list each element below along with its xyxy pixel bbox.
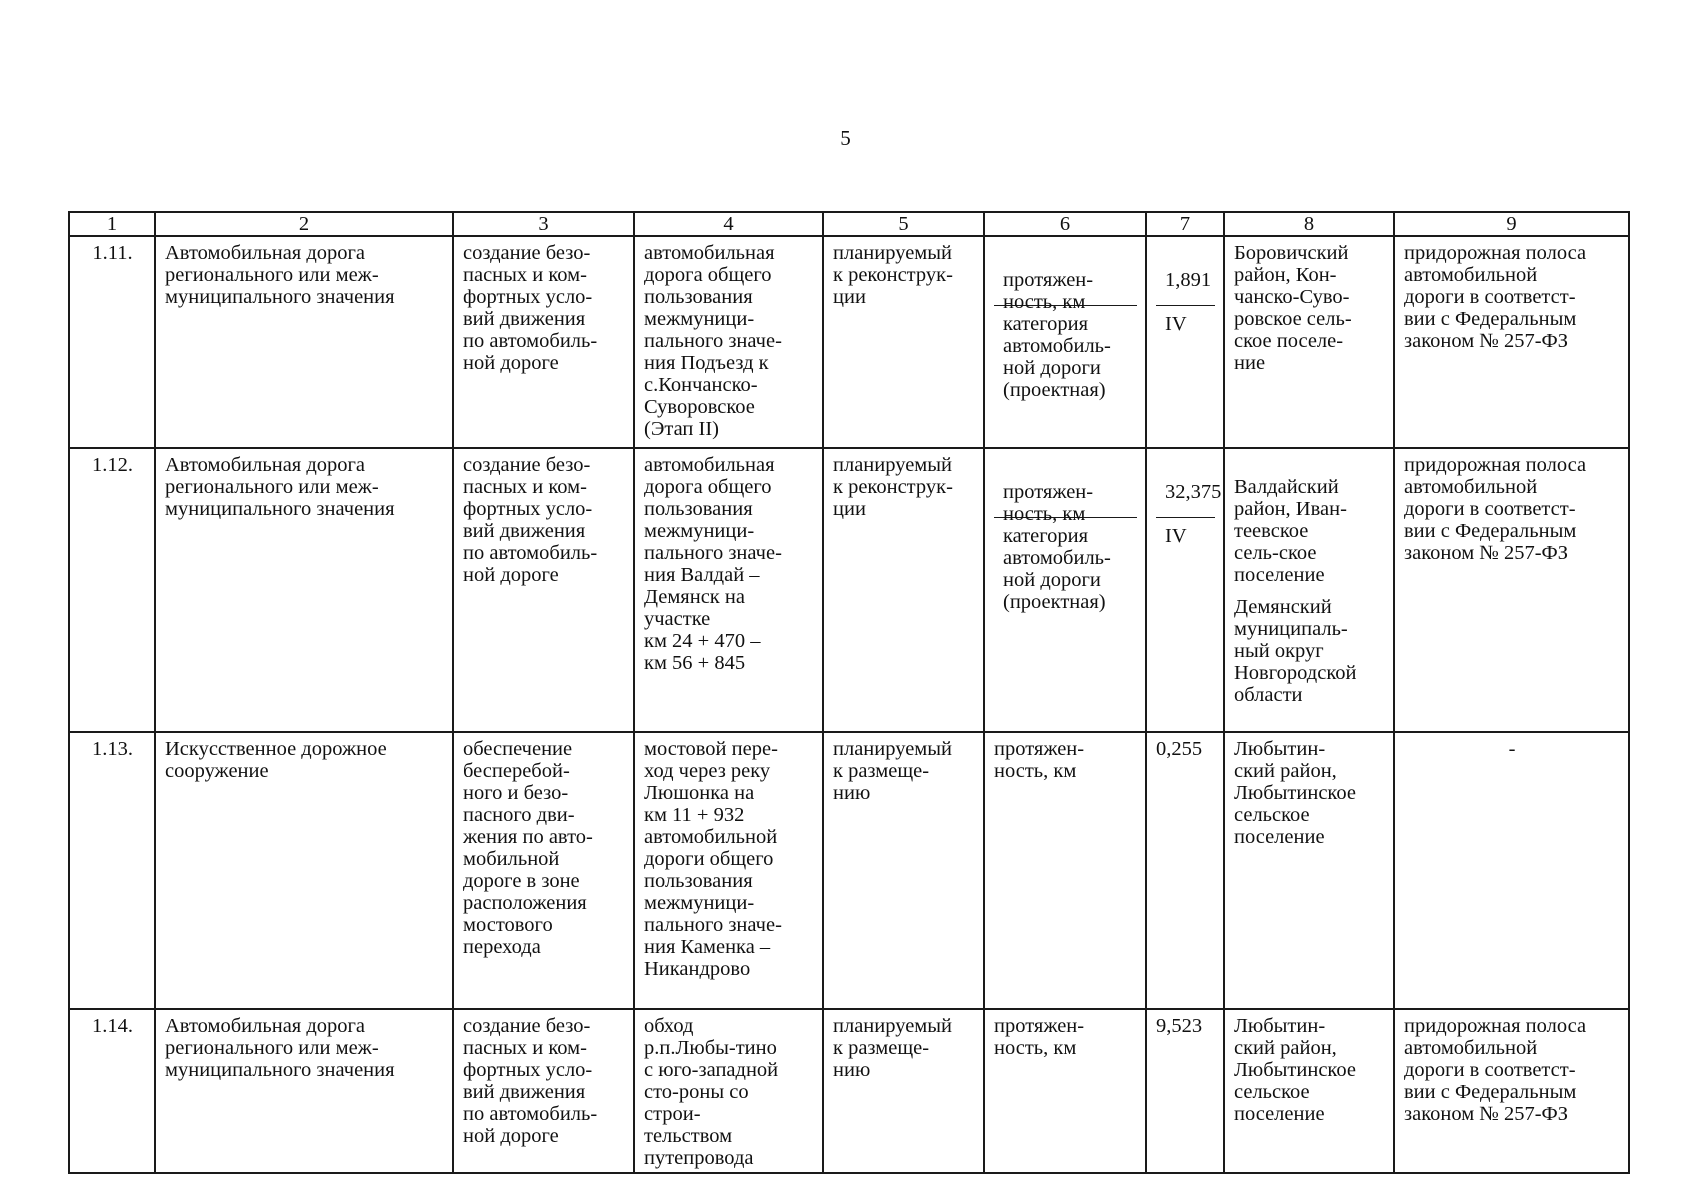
column-number: 8 [1224,212,1394,236]
object-status: планируемый к размеще- нию [823,1009,984,1173]
object-name: автомобильная дорога общего пользования межмуници- пального значе- ния Подъезд к с.Кончанско- Суворовское (Этап II) [634,236,823,448]
values-cell [1146,236,1224,448]
length-value: 1,891 [1156,264,1215,306]
values-cell [1146,448,1224,732]
object-name: мостовой пере- ход через реку Люшонка на км 11 + 932 автомобильной дороги общего пользования межмуници- пального значе- ния Каменка – Никандрово [634,732,823,1009]
column-number: 3 [453,212,634,236]
location-text-secondary: Демянский муниципаль- ный округ Новгородской области [1234,596,1357,706]
location-text: Валдайский район, Иван- теевское сель-ское поселение [1234,476,1347,586]
object-location [1224,236,1394,448]
length-value: 9,523 [1146,1009,1224,1173]
row-number: 1.14. [69,1009,155,1173]
object-zone: - [1394,732,1629,1009]
page-number: 5 [840,126,851,150]
column-number: 6 [984,212,1146,236]
length-value: 32,375 [1156,476,1215,518]
column-number: 5 [823,212,984,236]
object-purpose: создание безо- пасных и ком- фортных усло- вий движения по автомобиль- ной дороге [453,448,634,732]
objects-table [68,211,1630,1174]
object-purpose: обеспечение бесперебой- ного и безо- пасного дви- жения по авто- мобильной дороге в зоне расположения мостового перехода [453,732,634,1009]
column-number-row [69,212,1629,236]
object-name: автомобильная дорога общего пользования межмуници- пального значе- ния Валдай – Демянск на участке км 24 + 470 – км 56 + 845 [634,448,823,732]
category-value: IV [1165,525,1187,547]
object-zone: придорожная полоса автомобильной дороги в соответст- вии с Федеральным законом № 257-ФЗ [1394,448,1629,732]
characteristic-length-label: протяжен- ность, км [994,264,1137,306]
object-purpose: создание безо- пасных и ком- фортных усло- вий движения по автомобиль- ной дороге [453,236,634,448]
object-type: Автомобильная дорога регионального или меж- муниципального значения [155,236,453,448]
object-purpose: создание безо- пасных и ком- фортных усло- вий движения по автомобиль- ной дороге [453,1009,634,1173]
object-status: планируемый к реконструк- ции [823,236,984,448]
row-number: 1.13. [69,732,155,1009]
object-type: Автомобильная дорога регионального или меж- муниципального значения [155,1009,453,1173]
characteristic-length-label: протяжен- ность, км [984,732,1146,1009]
row-number: 1.11. [69,236,155,448]
object-location: Любытин- ский район, Любытинское сельское поселение [1224,732,1394,1009]
location-text: Боровичский район, Кон- чанско-Суво- ровское сель- ское поселе- ние [1234,242,1352,374]
table-row [69,448,1629,732]
object-zone: придорожная полоса автомобильной дороги в соответст- вии с Федеральным законом № 257-ФЗ [1394,236,1629,448]
object-status: планируемый к размеще- нию [823,732,984,1009]
characteristic-category-label: категория автомобиль- ной дороги (проектная) [1003,525,1111,613]
column-number: 4 [634,212,823,236]
column-number: 2 [155,212,453,236]
object-type: Искусственное дорожное сооружение [155,732,453,1009]
length-value: 0,255 [1146,732,1224,1009]
row-number: 1.12. [69,448,155,732]
object-type: Автомобильная дорога регионального или меж- муниципального значения [155,448,453,732]
column-number: 9 [1394,212,1629,236]
object-name: обход р.п.Любы-тино с юго-западной сто-роны со строи- тельством путепровода [634,1009,823,1173]
characteristic-category-label: категория автомобиль- ной дороги (проектная) [1003,313,1111,401]
object-location: Любытин- ский район, Любытинское сельское поселение [1224,1009,1394,1173]
category-value: IV [1165,313,1187,335]
characteristics-cell [984,448,1146,732]
object-zone: придорожная полоса автомобильной дороги в соответст- вии с Федеральным законом № 257-ФЗ [1394,1009,1629,1173]
table-row [69,236,1629,448]
characteristics-cell [984,236,1146,448]
object-location [1224,448,1394,732]
table-row [69,732,1629,1009]
column-number: 1 [69,212,155,236]
characteristic-length-label: протяжен- ность, км [994,476,1137,518]
object-status: планируемый к реконструк- ции [823,448,984,732]
characteristic-length-label: протяжен- ность, км [984,1009,1146,1173]
table-row [69,1009,1629,1173]
column-number: 7 [1146,212,1224,236]
